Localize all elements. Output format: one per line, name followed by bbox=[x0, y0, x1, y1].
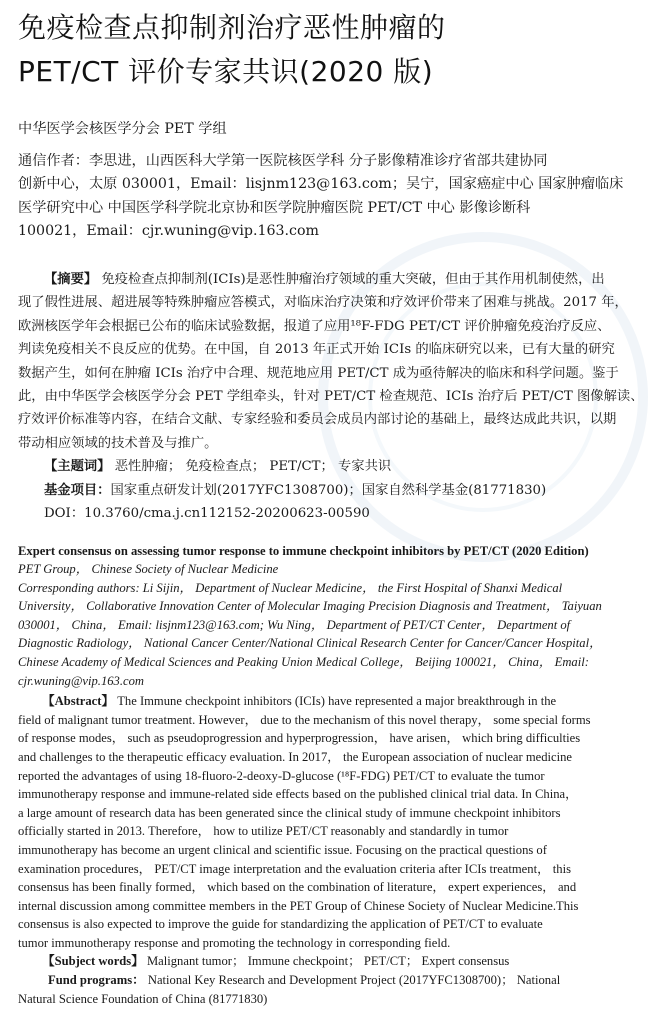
english-footer bbox=[18, 952, 646, 1008]
english-abstract-line: 【Abstract】 The Immune checkpoint inhibitors (ICIs) have represented a major breakthrough in the bbox=[42, 694, 557, 709]
abstract-line: 欧洲核医学年会根据已公布的临床试验数据，报道了应用¹⁸F-FDG PET/CT 评价肿瘤免疫治疗反应、 bbox=[18, 318, 611, 334]
english-abstract-line: consensus is also expected to improve the guide for standardizing the application of PET/CT to evaluate bbox=[18, 917, 543, 932]
correspondence-line: 100021，Email：cjr.wuning@vip.163.com bbox=[18, 223, 319, 240]
english-author-line: cjr.wuning@vip.163.com bbox=[18, 673, 144, 688]
english-authors bbox=[18, 560, 646, 690]
doi: DOI：10.3760/cma.j.cn112152-20200623-00590 bbox=[44, 506, 370, 522]
english-abstract-line: reported the advantages of using 18-fluoro-2-deoxy-D-glucose (¹⁸F-FDG) PET/CT to evaluate the tumor bbox=[18, 768, 545, 783]
abstract-line: 此，由中华医学会核医学分会 PET 学组牵头，针对 PET/CT 检查规范、ICIs 治疗后 PET/CT 图像解读、 bbox=[18, 389, 644, 405]
keywords-cn: 【主题词】 恶性肿瘤； 免疫检查点； PET/CT； 专家共识 bbox=[44, 459, 392, 475]
english-author-line: Diagnostic Radiology， National Cancer Center/National Clinical Research Center for Cancer/Cancer Hospital， bbox=[18, 636, 602, 651]
correspondence-line: 医学研究中心 中国医学科学院北京协和医学院肿瘤医院 PET/CT 中心 影像诊断科 bbox=[18, 199, 531, 216]
fund-programs-label: Fund programs： bbox=[48, 973, 145, 988]
correspondence-line: 通信作者：李思进，山西医科大学第一医院核医学科 分子影像精准诊疗省部共建协同 bbox=[18, 152, 548, 169]
abstract-label: 【摘要】 bbox=[44, 272, 98, 287]
english-abstract-line: and challenges to the therapeutic efficacy evaluation. In 2017， the European association of nuclear medicine bbox=[18, 749, 573, 764]
english-author-line: Chinese Academy of Medical Sciences and Peaking Union Medical College， Beijing 100021， China， Email: bbox=[18, 654, 589, 669]
fund-label: 基金项目： bbox=[44, 482, 111, 498]
english-title: Expert consensus on assessing tumor response to immune checkpoint inhibitors by PET/CT (2020 Edition) bbox=[18, 544, 589, 558]
english-abstract-line: of response modes， such as pseudoprogression and hyperprogression， have arisen， which bring difficulties bbox=[18, 731, 581, 746]
english-abstract-label: 【Abstract】 bbox=[42, 694, 115, 709]
english-abstract bbox=[18, 692, 646, 952]
keywords-label: 【主题词】 bbox=[44, 459, 111, 475]
subject-words-label: 【Subject words】 bbox=[42, 954, 144, 969]
english-author-line: Corresponding authors: Li Sijin， Department of Nuclear Medicine， the First Hospital of Shanxi Medical bbox=[18, 580, 563, 595]
english-abstract-line: internal discussion among committee members in the PET Group of Chinese Society of Nuclear Medicine.This bbox=[18, 898, 579, 913]
abstract-line: 现了假性进展、超进展等特殊肿瘤应答模式，对临床治疗决策和疗效评价带来了困难与挑战。2017 年， bbox=[18, 295, 628, 311]
abstract-line: 疗效评价标准等内容，在结合文献、专家经验和委员会成员内部讨论的基础上，最终达成此共识，以期 bbox=[18, 412, 617, 428]
article-title bbox=[18, 6, 648, 94]
correspondence-line: 创新中心，太原 030001，Email：lisjnm123@163.com；吴宁，国家癌症中心 国家肿瘤临床 bbox=[18, 176, 624, 193]
english-abstract-line: immunotherapy response and immune-related side effects based on the published clinical trial data. In China， bbox=[18, 787, 578, 802]
english-abstract-line: immunotherapy has become an urgent clinical and scientific issue. Focusing on the practical questions of bbox=[18, 842, 547, 857]
title-line-1: 免疫检查点抑制剂治疗恶性肿瘤的 bbox=[18, 11, 446, 44]
abstract-line: 【摘要】 免疫检查点抑制剂(ICIs)是恶性肿瘤治疗领域的重大突破，但由于其作用机制使然，出 bbox=[44, 272, 605, 287]
english-abstract-line: a large amount of research data has been generated since the clinical study of immune checkpoint inhibitors bbox=[18, 805, 561, 820]
fund-programs-line-2: Natural Science Foundation of China (81771830) bbox=[18, 991, 268, 1006]
abstract-line: 判读免疫相关不良反应的优势。在中国，自 2013 年正式开始 ICIs 的临床研究以来，已有大量的研究 bbox=[18, 342, 615, 358]
english-author-line: University， Collaborative Innovation Center of Molecular Imaging Precision Diagnosis and Treatment， Taiyuan bbox=[18, 599, 602, 614]
abstract-line: 带动相应领域的技术普及与推广。 bbox=[18, 435, 218, 451]
abstract-line: 数据产生，如何在肿瘤 ICIs 治疗中合理、规范地应用 PET/CT 成为亟待解决的临床和科学问题。鉴于 bbox=[18, 365, 619, 381]
author-block-cn bbox=[18, 118, 648, 244]
english-abstract-line: officially started in 2013. Therefore， how to utilize PET/CT reasonably and standardly in tumor bbox=[18, 824, 509, 839]
abstract-cn bbox=[18, 268, 646, 525]
english-author-line: 030001， China， Email: lisjnm123@163.com; Wu Ning， Department of PET/CT Center， Department of bbox=[18, 617, 571, 632]
fund-programs: Fund programs： National Key Research and Development Project (2017YFC1308700)； National bbox=[48, 973, 561, 988]
english-author-line: PET Group， Chinese Society of Nuclear Medicine bbox=[18, 562, 279, 576]
english-abstract-line: consensus has been finally formed， which based on the combination of literature， expert experiences， and bbox=[18, 880, 577, 895]
english-abstract-line: examination procedures， PET/CT image interpretation and the evaluation criteria after ICIs treatment， this bbox=[18, 861, 572, 876]
subject-words: 【Subject words】 Malignant tumor； Immune checkpoint； PET/CT； Expert consensus bbox=[42, 954, 510, 969]
author-org: 中华医学会核医学分会 PET 学组 bbox=[18, 121, 227, 137]
english-section bbox=[18, 542, 646, 1008]
english-abstract-line: tumor immunotherapy response and promoting the technology in corresponding field. bbox=[18, 935, 451, 950]
english-abstract-line: field of malignant tumor treatment. However， due to the mechanism of this novel therapy， some special forms bbox=[18, 712, 591, 727]
title-line-2: PET/CT 评价专家共识(2020 版) bbox=[18, 55, 434, 88]
fund-cn: 基金项目：国家重点研发计划(2017YFC1308700)；国家自然科学基金(81771830) bbox=[44, 482, 547, 498]
